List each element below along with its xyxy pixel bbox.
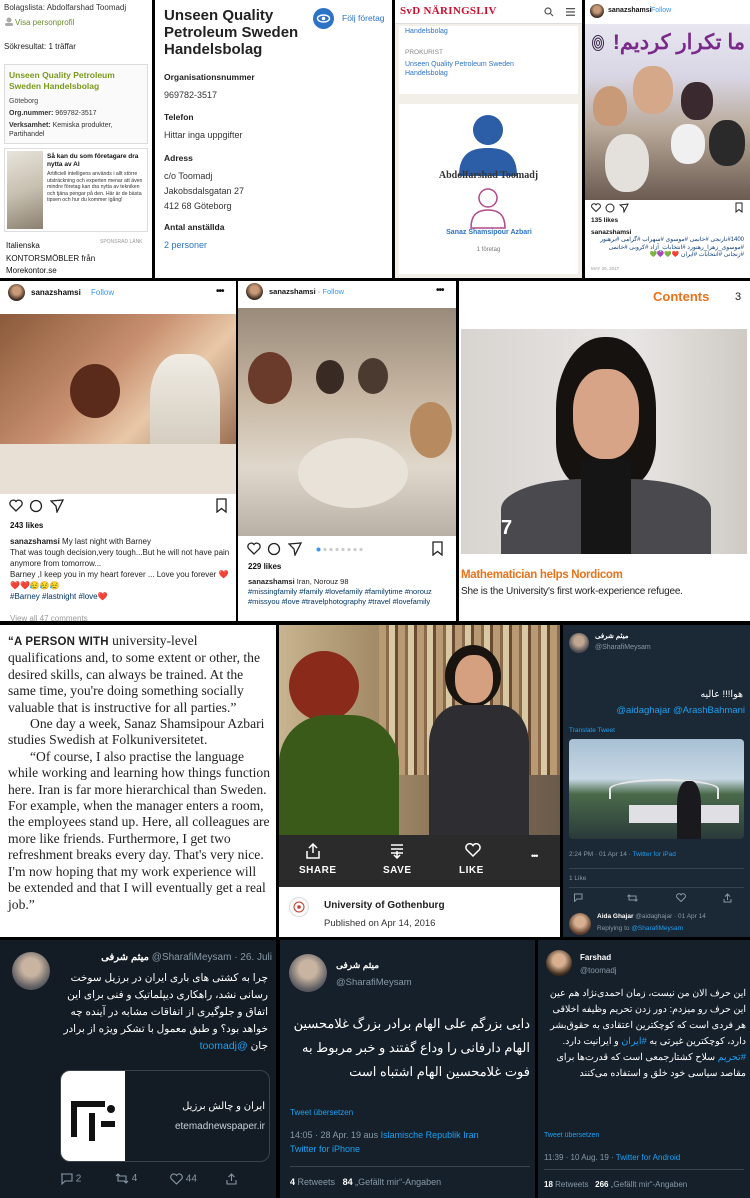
figure-5 xyxy=(709,120,745,166)
handle[interactable]: @SharafiMeysam xyxy=(595,644,651,651)
like-count: 44 xyxy=(185,1173,197,1185)
company-city: Göteborg xyxy=(9,98,39,105)
person2-outline-icon xyxy=(468,186,508,230)
eye-icon xyxy=(313,8,334,29)
more-icon[interactable]: ••• xyxy=(216,286,224,297)
reply-icon xyxy=(60,1173,73,1185)
caption-user[interactable]: sanazshamsi xyxy=(591,229,632,236)
share-icon xyxy=(306,843,320,859)
share-button[interactable] xyxy=(295,841,335,881)
panel-tweet-photo xyxy=(563,625,750,937)
article-body xyxy=(8,633,272,913)
menu-icon[interactable] xyxy=(566,8,575,16)
fingerprint-icon xyxy=(591,34,605,52)
handle[interactable]: @SharafiMeysam xyxy=(336,977,412,988)
man-figure xyxy=(677,781,701,839)
like-icon[interactable] xyxy=(676,893,686,902)
subhead: She is the University's first work-experience refugee. xyxy=(461,586,683,597)
heart-icon[interactable] xyxy=(9,499,23,512)
follow-label: Följ företag xyxy=(342,13,385,23)
person-silhouette-icon xyxy=(457,112,519,176)
bookmark-icon[interactable] xyxy=(216,498,227,513)
ad-card[interactable] xyxy=(4,148,148,232)
cover-photo xyxy=(461,329,747,554)
woman-1-body xyxy=(279,715,399,835)
figure-4 xyxy=(671,124,705,164)
panel-svd xyxy=(395,0,582,278)
like-count: 1 Like xyxy=(569,875,587,882)
university-logo-icon xyxy=(289,897,309,917)
panel-company-list xyxy=(0,0,152,278)
tweet-text: هوا!!! عالیه xyxy=(700,689,743,700)
top-box xyxy=(399,26,578,94)
comment-icon[interactable] xyxy=(267,542,281,556)
org-value: 969782-3517 xyxy=(164,90,218,100)
ad2-domain[interactable]: Morekontor.se xyxy=(6,266,57,275)
result-count: Sökresultat: 1 träffar xyxy=(4,42,76,51)
save-label: SAVE xyxy=(383,865,412,876)
face-shape xyxy=(573,369,639,459)
more-icon[interactable]: ••• xyxy=(436,285,444,296)
comment-icon[interactable] xyxy=(605,203,615,213)
addr-label: Adress xyxy=(164,153,193,163)
hashtag-iran[interactable]: #ایران xyxy=(621,1036,647,1047)
caption: #1400نارنجی #خانمی #موسوی #سهراب #گرامی #برهنور #موسوی_زهرا_رهنورد #انتخابات_آزاد #کروبی #خاتمی #زنجانی #انتخابات #ایران ❤️💚💜💚 xyxy=(600,237,744,258)
mentions xyxy=(563,705,745,716)
reply-icon[interactable] xyxy=(573,893,583,902)
tweet-photo xyxy=(569,739,744,839)
svd-logo[interactable]: SvD NÄRINGSLIV xyxy=(400,5,497,17)
share-label: SHARE xyxy=(299,865,337,876)
post-date: MAY 26, 2017 xyxy=(591,266,620,271)
tweet-meta: 14:05 · 28 Apr. 19 aus Islamische Republik Iran Twitter for iPhone xyxy=(290,1130,479,1154)
panel-tweet-farshad xyxy=(538,940,750,1198)
follow-link[interactable]: Follow xyxy=(91,288,115,297)
panel-insta-barney xyxy=(0,281,236,621)
panel-tweet-condolence xyxy=(280,940,535,1198)
divider xyxy=(569,887,744,888)
view-all-comments[interactable]: View all 47 comments xyxy=(10,614,88,621)
panel-article xyxy=(0,625,276,937)
woman-2-body xyxy=(429,705,529,835)
heart-icon[interactable] xyxy=(247,542,261,555)
avatar[interactable] xyxy=(590,4,604,18)
display-name[interactable]: Farshad xyxy=(580,953,612,962)
handle[interactable]: @toomadj xyxy=(580,966,617,975)
username[interactable]: sanazshamsi xyxy=(31,288,81,297)
business-row: Verksamhet: Kemiska produkter, Partihandel xyxy=(9,122,113,138)
tweet-header xyxy=(60,952,272,963)
divider xyxy=(544,1169,744,1170)
line-handelsbolag[interactable]: Handelsbolag xyxy=(405,28,448,35)
published-date: Published on Apr 14, 2016 xyxy=(324,918,436,929)
username[interactable]: sanazshamsi xyxy=(608,7,652,14)
emp-label: Antal anställda xyxy=(164,222,225,232)
paragraph-1: “A PERSON WITH university-level qualifications and, to some extent or other, the desired skills, can always be trained. At the same time, you're doing something socially valuable that is instructive for all parties.” xyxy=(8,633,261,715)
post-image xyxy=(585,24,750,200)
panel-tweet-card xyxy=(0,940,276,1198)
company-name[interactable]: Unseen Quality Petroleum Sweden Handelsbolag xyxy=(9,70,115,91)
display-name[interactable]: میثم شرفی xyxy=(336,960,380,970)
reply-count: 2 xyxy=(75,1173,82,1185)
retweet-icon[interactable] xyxy=(627,894,638,902)
person2-name[interactable]: Sanaz Shamsipour Azbari xyxy=(446,229,532,236)
cover-number: 7 xyxy=(501,517,513,539)
face-4 xyxy=(410,402,452,458)
bookmark-icon[interactable] xyxy=(735,202,743,213)
hashtag-sanction[interactable]: #تحریم xyxy=(717,1052,746,1063)
panel-company-info xyxy=(155,0,392,278)
translate-link[interactable]: Translate Tweet xyxy=(569,727,615,734)
mention-toomadj[interactable]: @toomadj xyxy=(199,1040,248,1052)
top-label: Bolagslista: Abdolfarshad Toomadj xyxy=(4,3,127,12)
retweet-button[interactable] xyxy=(115,1173,137,1184)
post-image xyxy=(238,308,456,536)
tweet-meta: 2:24 PM · 01 Apr 14 · Twitter for iPad xyxy=(569,851,676,858)
person2-sub: 1 företag xyxy=(476,247,501,253)
figure-6 xyxy=(605,134,649,192)
phone-label: Telefon xyxy=(164,112,194,122)
heart-icon[interactable] xyxy=(591,203,601,212)
like-button[interactable] xyxy=(457,841,497,881)
woman-2-face xyxy=(455,655,493,703)
panel-contents xyxy=(459,281,750,621)
ad-image xyxy=(7,151,43,229)
avatar[interactable] xyxy=(12,952,50,990)
avatar[interactable] xyxy=(8,284,25,301)
paragraph-2: One day a week, Sanaz Shamsipour Azbari studies Swedish at Folkuniversitetet. xyxy=(8,716,265,748)
source-name[interactable]: University of Gothenburg xyxy=(324,900,445,911)
likes: 243 likes xyxy=(10,521,44,530)
handle[interactable]: @SharafiMeysam · 26. Juli xyxy=(151,952,272,963)
link-card[interactable] xyxy=(60,1070,270,1162)
reply-button[interactable] xyxy=(60,1173,81,1185)
source-row[interactable] xyxy=(279,887,560,937)
addr-line-2: Jakobsdalsgatan 27 xyxy=(164,186,245,196)
display-name[interactable]: میثم شرفی xyxy=(595,633,629,640)
comment-icon[interactable] xyxy=(29,499,43,513)
org-label: Organisationsnummer xyxy=(164,72,255,82)
tweet-meta: 11:39 · 10 Aug. 19 · Twitter for Android xyxy=(544,1153,681,1162)
user-row: sanazshamsi · Follow xyxy=(269,287,345,296)
company-card[interactable] xyxy=(4,64,148,144)
panel-photo-share xyxy=(279,625,560,937)
woman-shape xyxy=(70,364,120,418)
like-label: LIKE xyxy=(459,865,484,876)
post-image xyxy=(0,314,236,494)
search-icon[interactable] xyxy=(544,7,554,17)
table-shape xyxy=(298,438,408,508)
panel-insta-political xyxy=(585,0,750,278)
tweet-text: دایی بزرگم علی الهام برادر بزرگ غلامحسین الهام دارفانی را وداع گفتند و خبر مربوط به فوت غلامحسین الهام اشتباه است xyxy=(293,1016,530,1079)
figure-2 xyxy=(633,66,673,114)
ad-body: Artificiell intelligens används i allt större utsträckning och experten menar att även mindre företag kan dra nytta av tekniken och tjäna pengar på den. Här är de bästa tipsen och hur du kommer igång! xyxy=(47,171,143,203)
more-button[interactable]: ••• xyxy=(531,851,538,861)
sweater-shape xyxy=(581,459,631,554)
caption: sanazshamsi My last night with Barney That was tough decision,very tough...But he will not have pain anymore from tomorrow... Barney ,I keep you in my heart forever ... Love you forever ❤️❤️❤️😥😥😥 #Barney #lastnight #love❤️ xyxy=(10,537,230,601)
username[interactable]: sanazshamsi xyxy=(269,287,316,296)
avatar[interactable] xyxy=(289,954,327,992)
face-3 xyxy=(358,358,388,394)
replying-to: Replying to @SharafiMeysam xyxy=(597,925,684,932)
share-icon[interactable] xyxy=(226,1173,237,1185)
card-domain: etemadnewspaper.ir xyxy=(174,1121,265,1132)
figure-1 xyxy=(593,86,627,126)
svd-header xyxy=(395,0,582,24)
reply-avatar[interactable] xyxy=(569,913,591,935)
addr-line-1: c/o Toomadj xyxy=(164,171,213,181)
phone-value: Hittar inga uppgifter xyxy=(164,130,243,140)
mention-arash[interactable]: @ArashBahmani xyxy=(673,705,745,716)
retweet-icon xyxy=(115,1173,129,1184)
share-icon[interactable] xyxy=(288,542,302,556)
translate-link[interactable]: Tweet übersetzen xyxy=(290,1108,354,1117)
bridge xyxy=(609,779,719,799)
emp-value[interactable]: 2 personer xyxy=(164,240,208,250)
rug-shape xyxy=(0,444,236,494)
like-button[interactable] xyxy=(170,1173,197,1185)
headline: Mathematician helps Nordicom xyxy=(461,569,623,581)
avatar[interactable] xyxy=(569,633,589,653)
follow-button[interactable] xyxy=(313,8,392,30)
prokurist-company[interactable]: Unseen Quality Petroleum Sweden Handelsbolag xyxy=(405,61,514,77)
share-bar xyxy=(279,835,560,887)
face-2 xyxy=(316,360,344,394)
person-name: Abdolfarshad Toomadj xyxy=(438,170,539,181)
mention-aida[interactable]: @aidaghajar xyxy=(616,705,671,716)
addr-line-3: 412 68 Göteborg xyxy=(164,201,232,211)
bookmark-icon[interactable] xyxy=(432,541,443,556)
save-icon xyxy=(390,843,404,859)
likes: 229 likes xyxy=(248,562,282,571)
engagement: 4 Retweets 84 „Gefällt mir“-Angaben xyxy=(290,1177,442,1187)
panel-insta-norouz xyxy=(238,281,456,621)
likes: 135 likes xyxy=(591,217,619,224)
follow-link[interactable]: Follow xyxy=(322,287,345,296)
card-logo xyxy=(61,1071,125,1162)
engagement: 18 Retweets 266 „Gefällt mir“-Angaben xyxy=(544,1180,688,1189)
page-number: 3 xyxy=(735,291,742,303)
heart-icon xyxy=(170,1173,183,1185)
person-icon xyxy=(5,17,13,26)
ad2-sponsor: SPONSRAD LÄNK xyxy=(100,239,143,245)
follow-link[interactable]: Follow xyxy=(651,7,672,14)
contents-title: Contents xyxy=(653,289,710,304)
display-name[interactable]: میثم شرفی xyxy=(101,952,150,963)
news-photo xyxy=(279,625,560,835)
ad2-title[interactable]: Italienska KONTORSMÖBLER från xyxy=(6,241,96,263)
prokurist-label: PROKURIST xyxy=(405,49,443,56)
ad-title: Så kan du som företagare dra nytta av AI xyxy=(47,153,139,168)
company-title: Unseen Quality Petroleum Sweden Handelsbolag xyxy=(164,7,299,58)
save-button[interactable] xyxy=(377,841,417,881)
avatar[interactable] xyxy=(546,950,572,976)
woman-1-hair xyxy=(289,651,359,721)
divider xyxy=(290,1166,530,1167)
retweet-count: 4 xyxy=(131,1173,138,1185)
person-card[interactable] xyxy=(399,104,578,274)
carousel-dots xyxy=(316,547,366,552)
translate-link[interactable]: Tweet übersetzen xyxy=(544,1132,600,1139)
heart-icon xyxy=(465,843,481,857)
org-row: Org.nummer: 969782-3517 xyxy=(9,110,97,117)
share-icon[interactable] xyxy=(619,203,629,213)
tweet-text: این حرف الان من نیست، زمان احمدی‌نژاد هم عین این حرف رو میزدم: دور زدن تحریم وظیفه اخلاقی هر فردی است که کوچکترین اعتقادی به حقوق‌بشر دارد، کوچکترین غیرتی به #ایران و ایرانیت دارد. #تحریم سلاح کشتارجمعی است که قدرت‌ها برای مقاصد سیاسی خود خلق و استفاده می‌کنند xyxy=(549,988,746,1079)
profile-link[interactable]: Visa personprofil xyxy=(15,18,75,27)
tweet-text: چرا به کشتی های باری ایران در برزیل سوخت رسانی نشد، راهکاری دیپلماتیک و فنی برای این اتفاق و جلوگیری از اتفاقات مشابه در آینده چه خواهد بود؟ و طبق معمول با تشکر ویژه از برادر جان @toomadj xyxy=(63,972,268,1052)
caption: sanazshamsi Iran, Norouz 98 #missingfamily #family #lovefamily #familytime #norouz #missyou #love #travelphotography #travel #lovefamily xyxy=(248,577,432,606)
figure-3 xyxy=(681,82,713,120)
share-icon[interactable] xyxy=(50,499,64,513)
card-title: ایران و چالش برزیل xyxy=(182,1101,265,1112)
share-icon[interactable] xyxy=(723,893,732,903)
banner-text: ما تکرار کردیم! xyxy=(612,31,745,54)
avatar[interactable] xyxy=(246,283,263,300)
divider xyxy=(569,868,744,869)
paragraph-3: “Of course, I also practise the language while working and learning how things function here. Iran is far more hierarchical than Sweden. For example, when the manager enters a room, the employees stand up. Here, all colleagues are more like friends. Furthermore, I get two refreshment breaks every day. That's very nice. I'm now hoping that my work experience will be extended and that I will eventually get a real job.” xyxy=(8,748,271,912)
face-1 xyxy=(248,352,292,404)
reply-header: Aida Ghajar @aidaghajar · 01 Apr 14 xyxy=(597,913,706,920)
